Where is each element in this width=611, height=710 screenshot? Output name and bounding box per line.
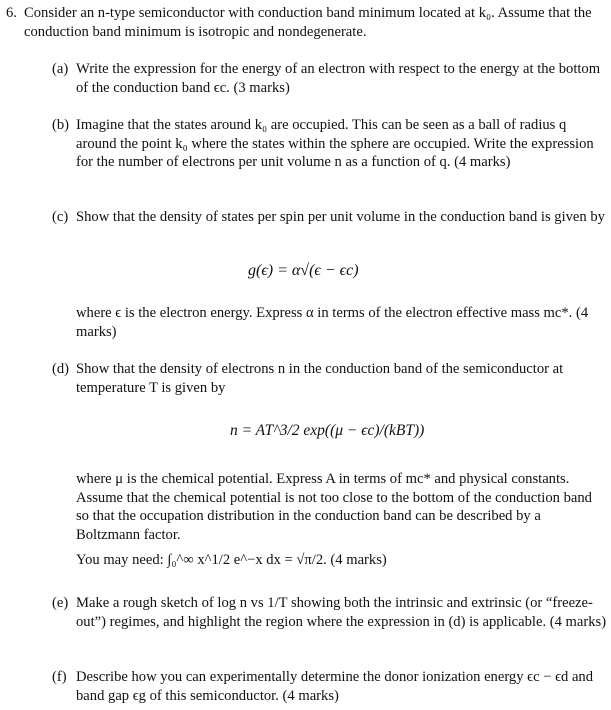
part-d bbox=[52, 360, 608, 397]
part-text: where μ is the chemical potential. Express A in terms of mc* and physical constants. Assume that the chemical potential is not too close to the bottom of the conduction band so that the occupation distribution in the conduction band can be described by a Boltzmann factor. bbox=[76, 471, 592, 543]
part-c bbox=[52, 208, 608, 227]
part-c-followup bbox=[52, 304, 608, 341]
equation-density-of-states: g(ϵ) = α√(ϵ − ϵc) bbox=[248, 262, 359, 279]
part-text: where ϵ is the electron energy. Express α in terms of the electron effective mass mc*. (4 marks) bbox=[76, 305, 589, 340]
question-intro: Consider an n-type semiconductor with conduction band minimum located at k₀. Assume that the conduction band minimum is isotropic and nondegenerate. bbox=[24, 5, 592, 40]
equation-electron-density: n = AT^3/2 exp((μ − ϵc)/(kBT)) bbox=[230, 422, 425, 439]
part-d-hint bbox=[52, 551, 608, 570]
hint-text: You may need: ∫₀^∞ x^1/2 e^−x dx = √π/2. (4 marks) bbox=[76, 552, 387, 568]
part-text: Describe how you can experimentally determine the donor ionization energy ϵc − ϵd and band gap ϵg of this semiconductor. (4 marks) bbox=[76, 669, 594, 704]
part-text: Make a rough sketch of log n vs 1/T showing both the intrinsic and extrinsic (or “freeze-out”) regimes, and highlight the region where the expression in (d) is applicable. (4 marks) bbox=[76, 595, 607, 630]
part-label: (e) bbox=[52, 595, 69, 611]
part-label: (a) bbox=[52, 61, 69, 77]
part-text: Imagine that the states around k₀ are occupied. This can be seen as a ball of radius q around the point k₀ where the states within the sphere are occupied. Write the expression for the number of electrons per unit volume n as a function of q. (4 marks) bbox=[76, 117, 594, 170]
part-label: (d) bbox=[52, 361, 70, 377]
part-f bbox=[52, 668, 608, 705]
part-d-followup bbox=[52, 470, 608, 544]
question-number: 6. bbox=[6, 5, 17, 21]
part-a bbox=[52, 60, 608, 97]
part-text: Show that the density of states per spin per unit volume in the conduction band is given by bbox=[76, 209, 605, 225]
part-text: Write the expression for the energy of an electron with respect to the energy at the bottom of the conduction band ϵc. (3 marks) bbox=[76, 61, 601, 96]
part-label: (f) bbox=[52, 669, 67, 685]
part-text: Show that the density of electrons n in the conduction band of the semiconductor at temperature T is given by bbox=[76, 361, 564, 396]
part-label: (b) bbox=[52, 117, 70, 133]
part-b bbox=[52, 116, 608, 172]
part-e bbox=[52, 594, 608, 631]
part-label: (c) bbox=[52, 209, 69, 225]
